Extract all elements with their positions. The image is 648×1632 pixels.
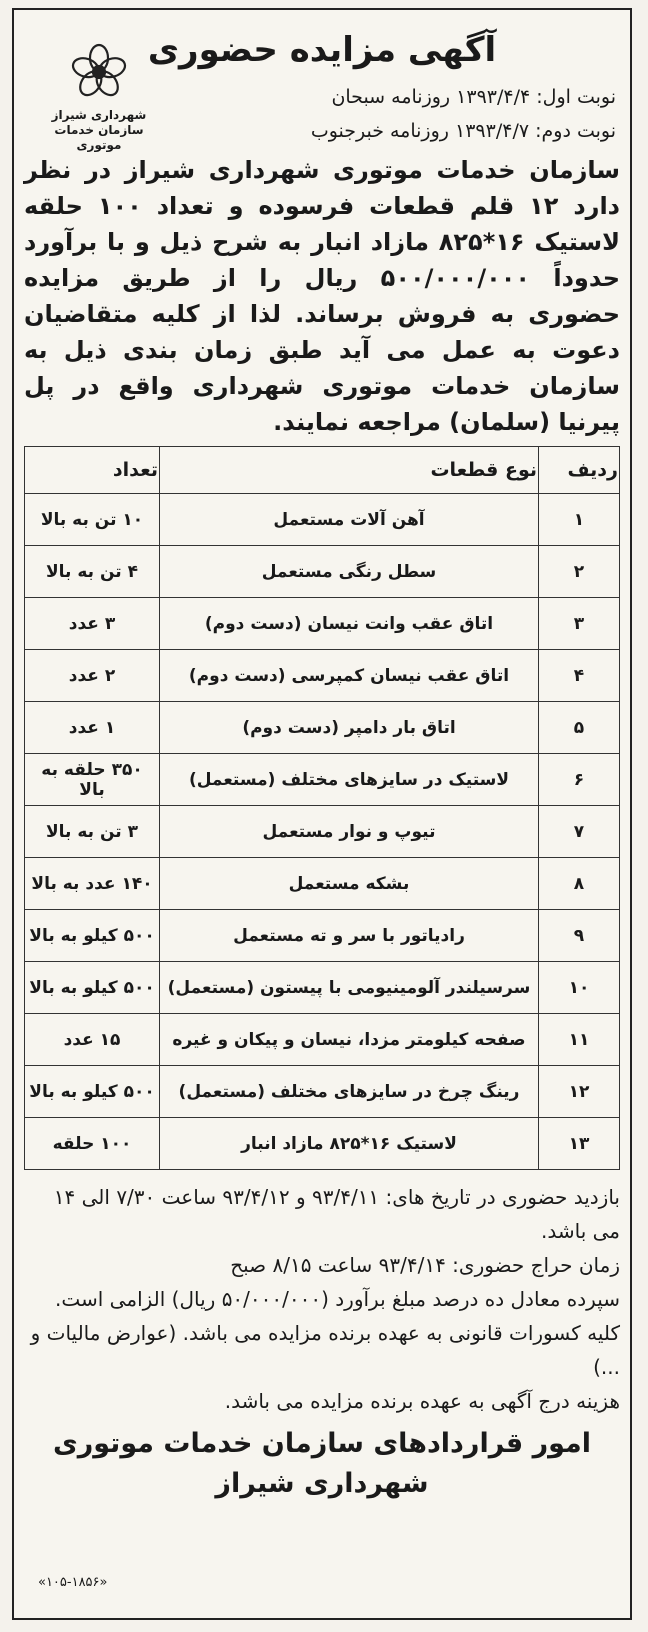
- item-quantity: ۳۵۰ حلقه به بالا: [25, 754, 160, 806]
- items-table: [24, 446, 620, 1170]
- item-name: رینگ چرخ در سایزهای مختلف (مستعمل): [160, 1066, 539, 1118]
- row-number: ۱۱: [539, 1014, 620, 1066]
- row-number: ۹: [539, 910, 620, 962]
- table-row: [25, 546, 620, 598]
- table-row: [25, 650, 620, 702]
- flower-logo-icon: [67, 40, 131, 104]
- item-quantity: ۴ تن به بالا: [25, 546, 160, 598]
- item-quantity: ۱۴۰ عدد به بالا: [25, 858, 160, 910]
- row-number: ۸: [539, 858, 620, 910]
- intro-paragraph: سازمان خدمات موتوری شهرداری شیراز در نظر دارد ۱۲ قلم قطعات فرسوده و تعداد ۱۰۰ حلقه لاستیک ۱۶*۸۲۵ مازاد انبار به شرح ذیل و با برآورد حدوداً ۵۰۰/۰۰۰/۰۰۰ ریال را از طریق مزایده حضوری به فروش برساند. لذا از کلیه متقاضیان دعوت به عمل می آید طبق زمان بندی ذیل به سازمان خدمات موتوری شهرداری واقع در پل پیرنیا (سلمان) مراجعه نمایند.: [24, 156, 621, 436]
- header-item-type: نوع قطعات: [160, 447, 539, 494]
- signature-line-1: امور قراردادهای سازمان خدمات موتوری: [52, 1428, 592, 1459]
- first-notice: نوبت اول: ۱۳۹۳/۴/۴ روزنامه سبحان: [331, 86, 616, 108]
- item-quantity: ۳ تن به بالا: [25, 806, 160, 858]
- row-number: ۱: [539, 494, 620, 546]
- item-name: اتاق عقب نیسان کمپرسی (دست دوم): [160, 650, 539, 702]
- item-quantity: ۱۰ تن به بالا: [25, 494, 160, 546]
- row-number: ۴: [539, 650, 620, 702]
- second-notice: نوبت دوم: ۱۳۹۳/۴/۷ روزنامه خبرجنوب: [310, 120, 616, 142]
- item-quantity: ۱۵ عدد: [25, 1014, 160, 1066]
- table-row: [25, 806, 620, 858]
- row-number: ۶: [539, 754, 620, 806]
- ad-code: «۱۰۵-۱۸۵۶»: [38, 1575, 108, 1590]
- item-name: اتاق بار دامپر (دست دوم): [160, 702, 539, 754]
- table-row: [25, 1014, 620, 1066]
- table-row: [25, 598, 620, 650]
- item-quantity: ۲ عدد: [25, 650, 160, 702]
- item-quantity: ۳ عدد: [25, 598, 160, 650]
- visit-schedule: بازدید حضوری در تاریخ های: ۹۳/۴/۱۱ و ۹۳/۴/۱۲ ساعت ۷/۳۰ الی ۱۴ می باشد.: [53, 1185, 620, 1243]
- row-number: ۵: [539, 702, 620, 754]
- table-row: [25, 702, 620, 754]
- auction-time: زمان حراج حضوری: ۹۳/۴/۱۴ ساعت ۸/۱۵ صبح: [230, 1253, 620, 1277]
- row-number: ۱۳: [539, 1118, 620, 1170]
- table-row: [25, 754, 620, 806]
- item-name: لاستیک ۱۶*۸۲۵ مازاد انبار: [160, 1118, 539, 1170]
- table-header-row: [25, 447, 620, 494]
- logo-line-1: شهرداری شیراز: [51, 108, 147, 122]
- item-name: رادیاتور با سر و ته مستعمل: [160, 910, 539, 962]
- table-row: [25, 910, 620, 962]
- notice-title: آگهی مزایده حضوری: [147, 30, 497, 70]
- ad-cost-note: هزینه درج آگهی به عهده برنده مزایده می باشد.: [224, 1389, 620, 1413]
- signature-line-2: شهرداری شیراز: [215, 1468, 429, 1499]
- item-name: سرسیلندر آلومینیومی با پیستون (مستعمل): [160, 962, 539, 1014]
- row-number: ۲: [539, 546, 620, 598]
- header-quantity: تعداد: [25, 447, 160, 494]
- item-name: سطل رنگی مستعمل: [160, 546, 539, 598]
- notice-page: [12, 8, 632, 1620]
- item-name: تیوپ و نوار مستعمل: [160, 806, 539, 858]
- item-name: اتاق عقب وانت نیسان (دست دوم): [160, 598, 539, 650]
- item-name: صفحه کیلومتر مزدا، نیسان و پیکان و غیره: [160, 1014, 539, 1066]
- item-quantity: ۵۰۰ کیلو به بالا: [25, 910, 160, 962]
- taxes-note: کلیه کسورات قانونی به عهده برنده مزایده می باشد. (عوارض مالیات و ...): [30, 1321, 620, 1379]
- table-row: [25, 1118, 620, 1170]
- item-name: لاستیک در سایزهای مختلف (مستعمل): [160, 754, 539, 806]
- table-row: [25, 858, 620, 910]
- footer-details: [24, 1180, 620, 1418]
- row-number: ۱۰: [539, 962, 620, 1014]
- item-quantity: ۱۰۰ حلقه: [25, 1118, 160, 1170]
- row-number: ۳: [539, 598, 620, 650]
- item-quantity: ۵۰۰ کیلو به بالا: [25, 962, 160, 1014]
- table-row: [25, 1066, 620, 1118]
- logo-line-2: سازمان خدمات موتوری: [54, 123, 144, 152]
- item-name: آهن آلات مستعمل: [160, 494, 539, 546]
- municipality-logo: [34, 40, 164, 170]
- item-quantity: ۵۰۰ کیلو به بالا: [25, 1066, 160, 1118]
- item-name: بشکه مستعمل: [160, 858, 539, 910]
- table-row: [25, 494, 620, 546]
- header-row-number: ردیف: [539, 447, 620, 494]
- item-quantity: ۱ عدد: [25, 702, 160, 754]
- deposit-note: سپرده معادل ده درصد مبلغ برآورد (۵۰/۰۰۰/۰۰۰ ریال) الزامی است.: [55, 1287, 620, 1311]
- signature-block: [24, 1424, 620, 1504]
- row-number: ۷: [539, 806, 620, 858]
- row-number: ۱۲: [539, 1066, 620, 1118]
- table-row: [25, 962, 620, 1014]
